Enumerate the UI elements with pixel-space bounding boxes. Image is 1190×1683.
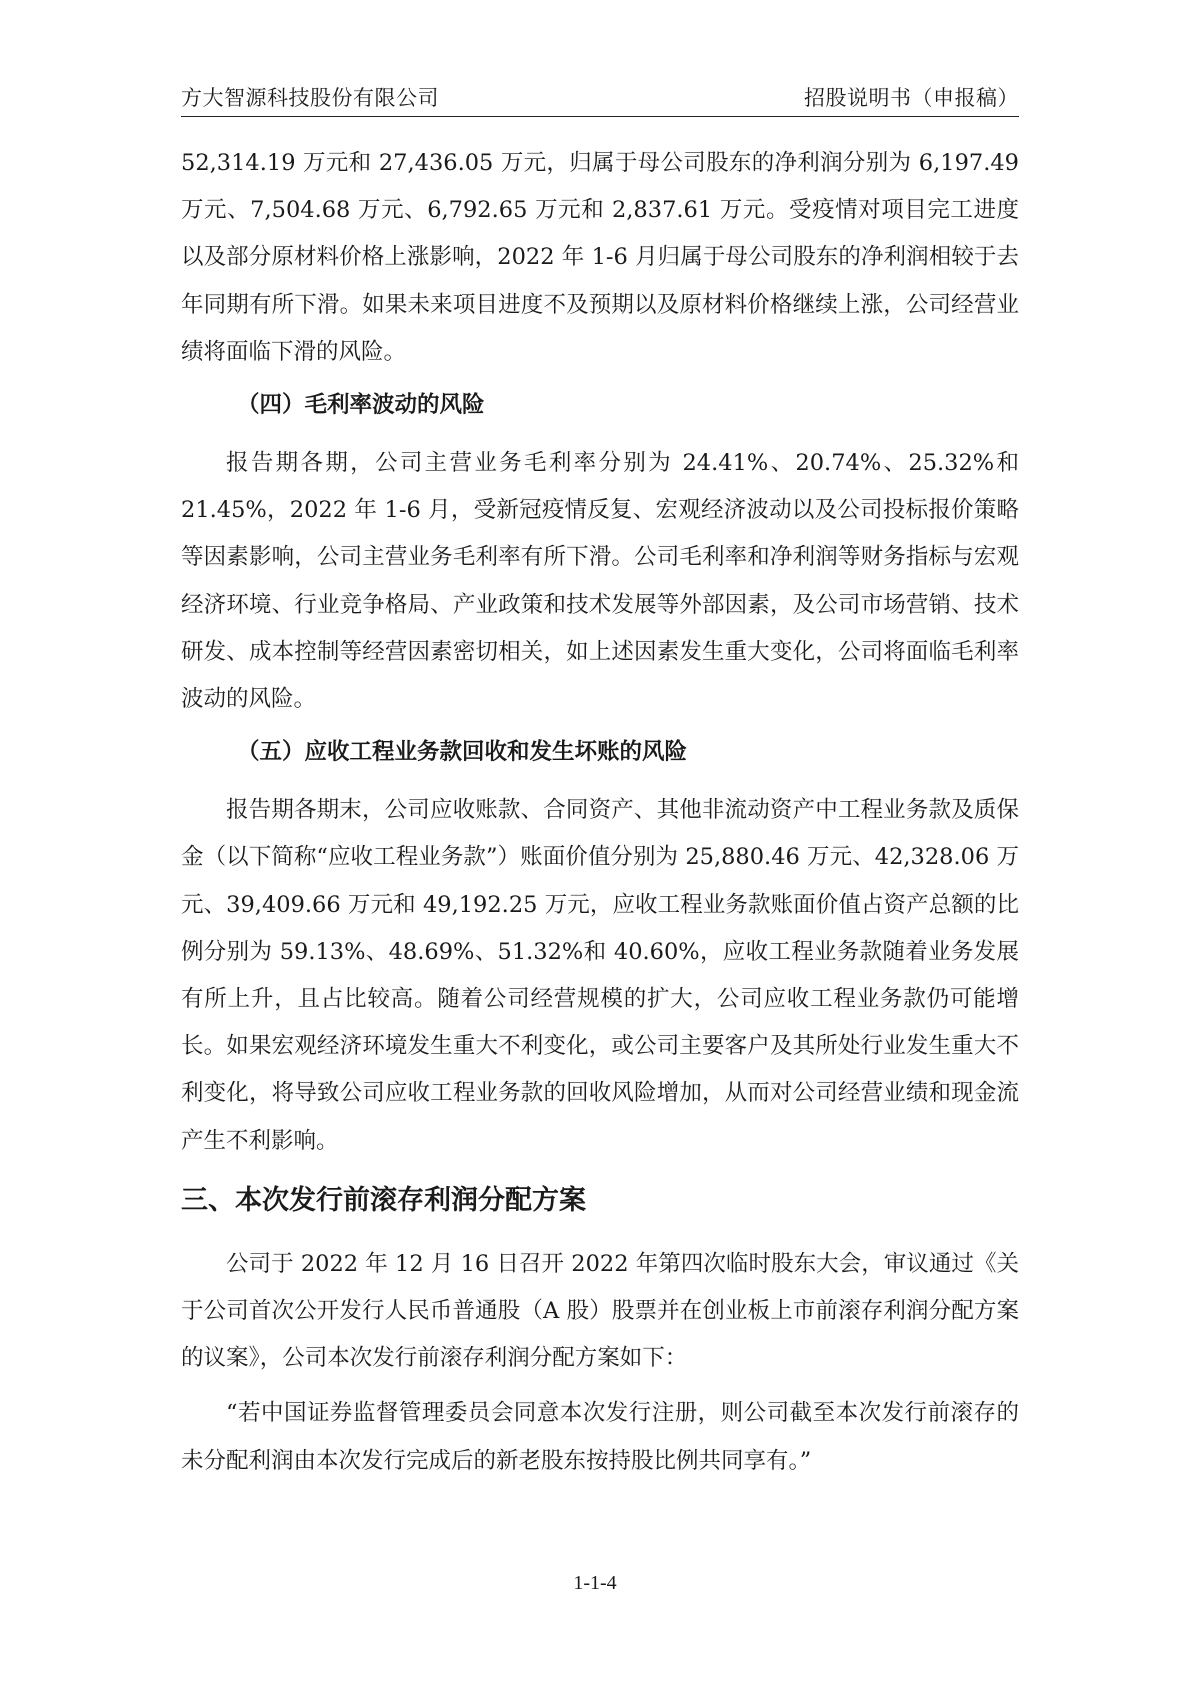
document-title: 招股说明书（申报稿） xyxy=(804,86,1019,110)
header-divider xyxy=(181,116,1019,117)
section-three-heading: 三、本次发行前滚存利润分配方案 xyxy=(181,1184,586,1216)
company-name: 方大智源科技股份有限公司 xyxy=(181,86,439,110)
page-number: 1-1-4 xyxy=(573,1572,617,1594)
section-4-heading: （四）毛利率波动的风险 xyxy=(237,392,485,419)
section-5-heading: （五）应收工程业务款回收和发生坏账的风险 xyxy=(237,739,688,766)
section-4-paragraph: 报告期各期，公司主营业务毛利率分别为 24.41%、20.74%、25.32%和 21.45%，2022 年 1-6 月，受新冠疫情反复、宏观经济波动以及公司投标报价策略等因素影响，公司主营业务毛利率有所下滑。公司毛利率和净利润等财务指标与宏观经济环境、行业竞争格局、产业政策和技术发展等外部因素，及公司市场营销、技术研发、成本控制等经营因素密切相关，如上述因素发生重大变化，公司将面临毛利率波动的风险。 xyxy=(181,450,1019,713)
intro-paragraph: 52,314.19 万元和 27,436.05 万元，归属于母公司股东的净利润分别为 6,197.49 万元、7,504.68 万元、6,792.65 万元和 2,837.61 万元。受疫情对项目完工进度以及部分原材料价格上涨影响，2022 年 1-6 月归属于母公司股东的净利润相较于去年同期有所下滑。如果未来项目进度不及预期以及原材料价格继续上涨，公司经营业绩将面临下滑的风险。 xyxy=(181,150,1019,365)
section-three-paragraph-1: 公司于 2022 年 12 月 16 日召开 2022 年第四次临时股东大会，审议通过《关于公司首次公开发行人民币普通股（A 股）股票并在创业板上市前滚存利润分配方案的议案》，公司本次发行前滚存利润分配方案如下： xyxy=(181,1250,1019,1372)
section-three-quote: “若中国证券监督管理委员会同意本次发行注册，则公司截至本次发行前滚存的未分配利润由本次发行完成后的新老股东按持股比例共同享有。” xyxy=(181,1400,1019,1474)
document-body xyxy=(181,140,1019,1493)
page-header xyxy=(181,82,1019,112)
section-5-paragraph: 报告期各期末，公司应收账款、合同资产、其他非流动资产中工程业务款及质保金（以下简称“应收工程业务款”）账面价值分别为 25,880.46 万元、42,328.06 万元、39,409.66 万元和 49,192.25 万元，应收工程业务款账面价值占资产总额的比例分别为 59.13%、48.69%、51.32%和 40.60%，应收工程业务款随着业务发展有所上升，且占比较高。随着公司经营规模的扩大，公司应收工程业务款仍可能增长。如果宏观经济环境发生重大不利变化，或公司主要客户及其所处行业发生重大不利变化，将导致公司应收工程业务款的回收风险增加，从而对公司经营业绩和现金流产生不利影响。 xyxy=(181,797,1019,1154)
